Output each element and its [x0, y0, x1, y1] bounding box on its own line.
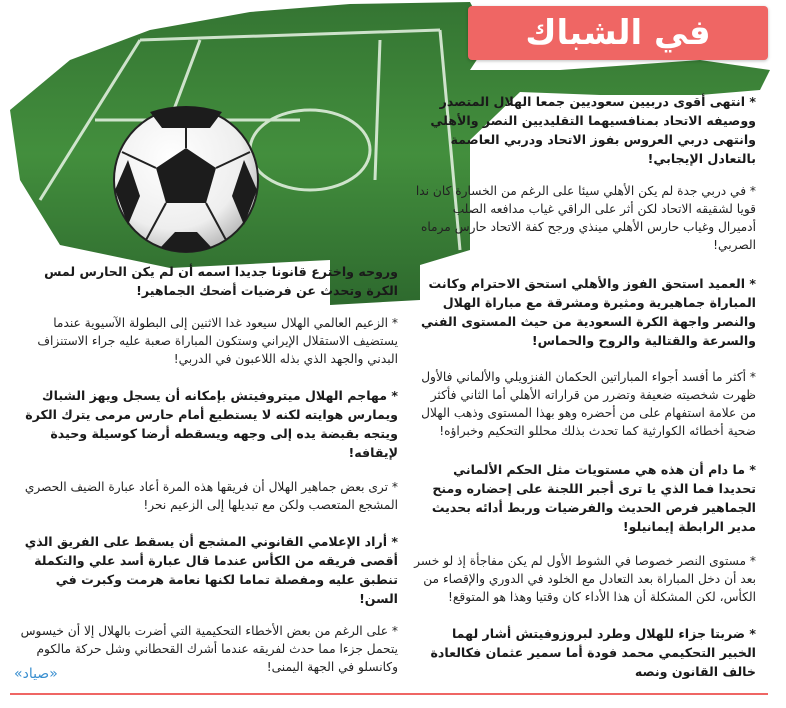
- paragraph: * مستوى النصر خصوصا في الشوط الأول لم يكن مفاجأة إذ لو خسر بعد أن دخل المباراة بعد التعادل مع الخلود في الدوري والإقصاء من الكأس، لكن المشكلة أن هذا الأداء كان وقتيا وهذا هو المتوقع!: [414, 554, 756, 604]
- paragraph: * في دربي جدة لم يكن الأهلي سيئا على الرغم من الخسارة كان ندا قويا لشقيقه الاتحاد لكن أثر على الراقي غياب مدافعه الصلب أدميرال وغياب حارس الأهلي مينذي ورجح كفة الاتحاد حارس مرماه الصربي!: [415, 184, 756, 252]
- soccer-ball-icon: [114, 106, 258, 252]
- paragraph: * العميد استحق الفوز والأهلي استحق الاحترام وكانت المباراة جماهيرية ومثيرة ومشرقة مع مباراة الهلال والنصر واجهة الكرة السعودية من حيث المستوى الفني والسرعة والقتالية والروح والحماس!: [420, 276, 756, 348]
- right-column: [412, 92, 756, 681]
- paragraph: * ما دام أن هذه هي مستويات مثل الحكم الألماني تحديدا فما الذي يا ترى أجبر اللجنة على إحضاره ومنح الجماهير فرص الحديث والفرضيات وربط أدائه بحديث مدير الرابطة إيمانيلو!: [431, 462, 756, 534]
- section-header: [468, 6, 768, 60]
- left-column: [14, 262, 398, 676]
- paragraph: * على الرغم من بعض الأخطاء التحكيمية التي أضرت بالهلال إلا أن خيسوس يتحمل جزءا مما حدث لفريقه عندما أشرك القحطاني وشل حركة مالكوم وكانسلو في الجهة اليمنى!: [20, 624, 398, 674]
- paragraph: وروحه واخترع قانونا جديدا اسمه أن لم يكن الحارس لمس الكرة وتحدث عن فرضيات أضحك الجماهير!: [44, 264, 398, 298]
- paragraph: * الزعيم العالمي الهلال سيعود غدا الاثنين إلى البطولة الآسيوية عندما يستضيف الاستقلال الإيراني وستكون المباراة صعبة عليه جراء الاستنزاف البدني والجهد الذي بذله اللاعبون في الدربي!: [37, 316, 398, 366]
- paragraph: * انتهى أقوى دربيين سعوديين جمعا الهلال المتصدر ووصيفه الاتحاد بمنافسيهما التقليديين النصر والأهلي وانتهى دربي العروس بفوز الاتحاد ودربي العاصمة بالتعادل الإيجابي!: [430, 94, 756, 166]
- author-signature: «صياد»: [14, 666, 58, 682]
- paragraph: * مهاجم الهلال ميتروفيتش بإمكانه أن يسجل ويهز الشباك ويمارس هوايته لكنه لا يستطيع أمام حارس مرمى يترك الكرة ويتجه بقبضة يده إلى وجهه ويسقطه أرضا كوسيلة وحيدة لإيقافه!: [25, 388, 398, 460]
- paragraph: * أراد الإعلامي القانوني المشجع أن يسقط على الفريق الذي أقصى فريقه من الكأس عندما قال عبارة أسد علي والتكملة تنطبق عليه ومفصلة تماما لكنها نعامة هرمت وكبرت في السن!: [24, 534, 398, 606]
- paragraph: * أكثر ما أفسد أجواء المباراتين الحكمان الفنزويلي والألماني فالأول ظهرت شخصيته ضعيفة وتضرر من قراراته الأهلي أما الثاني فأكثر من علامة استفهام على من أحضره وهو بهذا المستوى وذهب الهلال ضحية أخطائه الكوارثية كما تحدث بذلك محللو التحكيم وخبراؤه!: [421, 370, 756, 438]
- section-title: في الشباك: [525, 13, 711, 53]
- paragraph: * ترى بعض جماهير الهلال أن فريقها هذه المرة أعاد عبارة الضيف الحصري المشجع المتعصب ولكن مع تبديلها إلى الزعيم نحر!: [24, 480, 398, 512]
- footer-divider: [10, 693, 768, 695]
- paragraph: * ضربتا جزاء للهلال وطرد لبروزوفيتش أشار لهما الخبير التحكيمي محمد فودة أما سمير عثمان فكالعادة خالف القانون ونصه: [430, 626, 756, 679]
